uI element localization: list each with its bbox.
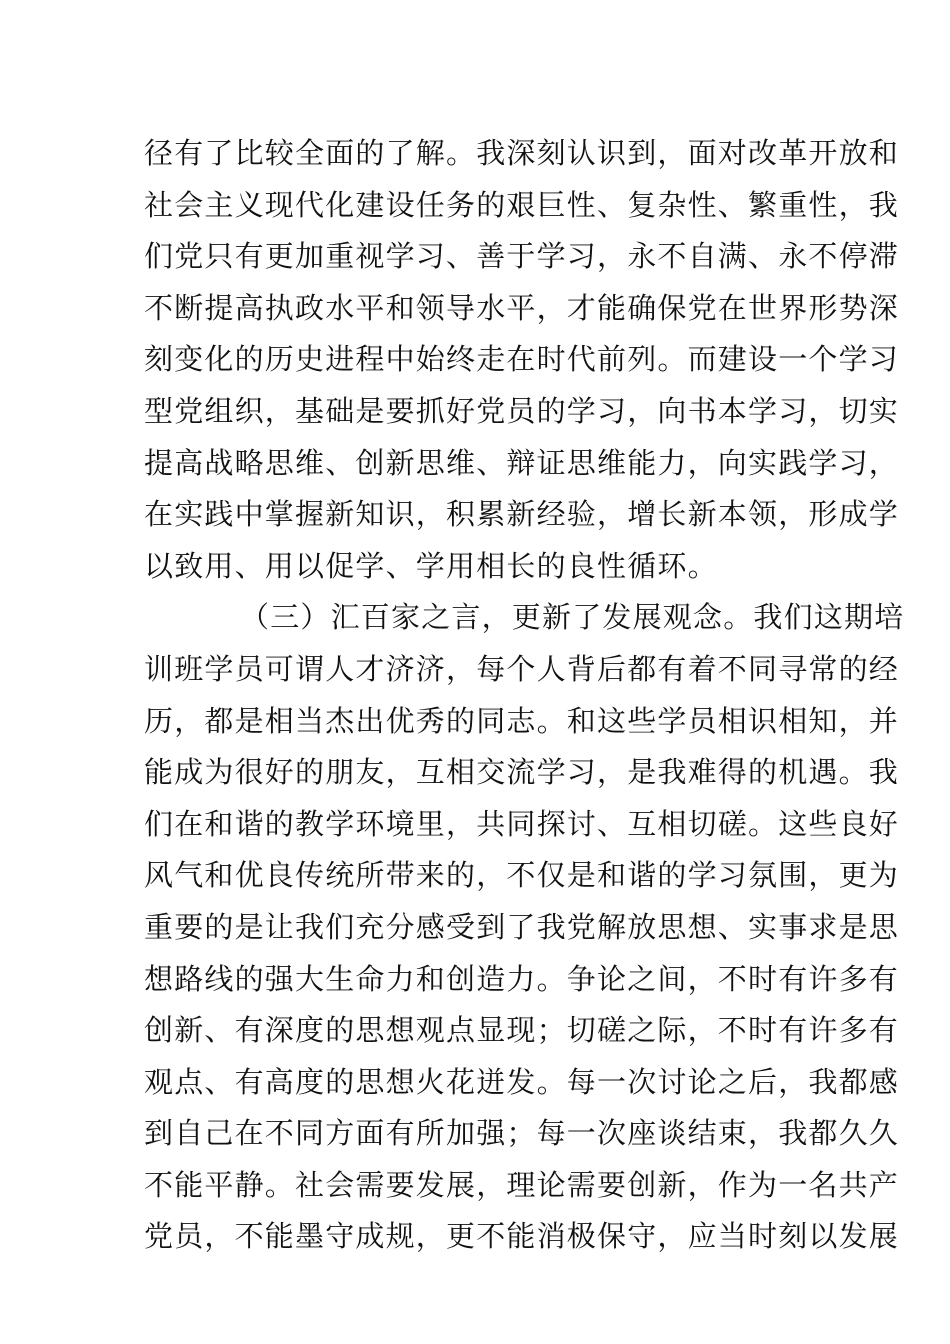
text-line: 能成为很好的朋友，互相交流学习，是我难得的机遇。我 [144,755,900,790]
text-line: 提高战略思维、创新思维、辩证思维能力，向实践学习， [144,445,900,480]
text-line: 历，都是相当杰出优秀的同志。和这些学员相识相知，并 [144,703,900,738]
text-line: 径有了比较全面的了解。我深刻认识到，面对改革开放和 [144,136,900,170]
body-text [144,128,905,1263]
text-line: 训班学员可谓人才济济，每个人背后都有着不同寻常的经 [144,651,900,686]
text-line: 以致用、用以促学、学用相长的良性循环。 [144,548,718,583]
section-heading-line: （三）汇百家之言，更新了发展观念。我们这期培 [240,600,905,635]
text-line: 们在和谐的教学环境里，共同探讨、互相切磋。这些良好 [144,806,900,841]
text-line: 型党组织，基础是要抓好党员的学习，向书本学习，切实 [144,393,900,428]
text-line: 刻变化的历史进程中始终走在时代前列。而建设一个学习 [144,342,900,377]
text-line: 不断提高执政水平和领导水平，才能确保党在世界形势深 [144,290,900,325]
text-line: 们党只有更加重视学习、善于学习，永不自满、永不停滞 [144,239,900,274]
text-line: 社会主义现代化建设任务的艰巨性、复杂性、繁重性，我 [144,187,900,222]
text-line: 风气和优良传统所带来的，不仅是和谐的学习氛围，更为 [144,858,900,893]
text-line: 想路线的强大生命力和创造力。争论之间，不时有许多有 [144,961,900,996]
text-line: 观点、有高度的思想火花迸发。每一次讨论之后，我都感 [144,1064,900,1099]
text-line: 到自己在不同方面有所加强；每一次座谈结束，我都久久 [144,1116,900,1151]
text-line: 重要的是让我们充分感受到了我党解放思想、实事求是思 [144,909,900,944]
text-line: 不能平静。社会需要发展，理论需要创新，作为一名共产 [144,1167,900,1202]
text-line: 创新、有深度的思想观点显现；切磋之际，不时有许多有 [144,1013,900,1048]
text-line: 在实践中掌握新知识，积累新经验，增长新本领，形成学 [144,497,900,532]
text-line: 党员，不能墨守成规，更不能消极保守，应当时刻以发展 [144,1219,900,1254]
